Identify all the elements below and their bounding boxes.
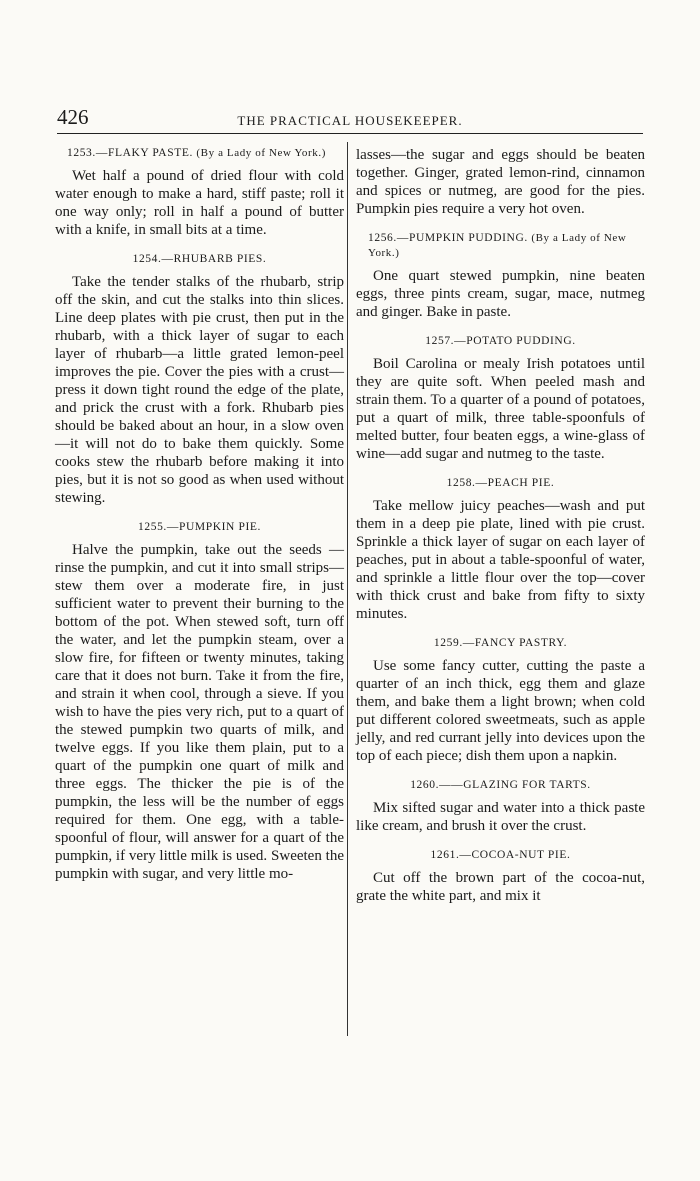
header-rule [57,133,643,134]
recipe-heading-1256 [356,231,645,261]
recipe-byline: (By a Lady of New York.) [368,232,627,259]
recipe-heading-1255: 1255.—PUMPKIN PIE. [138,521,261,533]
recipe-text-1259: Use some fancy cutter, cutting the paste a quarter of an inch thick, egg them and glaze them, and bake them a light brown; when cold put different colored sweetmeats, such as apple jelly, and red currant jelly into devices upon the top of each piece; dish them upon a napkin. [356,658,645,764]
recipe-heading-1257: 1257.—POTATO PUDDING. [425,335,576,347]
recipe-byline: (By a Lady of New York.) [196,147,326,159]
recipe-title: 1253.—FLAKY PASTE. [67,147,193,159]
recipe-heading-1258: 1258.—PEACH PIE. [446,477,555,489]
recipe-text-1254: Take the tender stalks of the rhubarb, strip off the skin, and cut the stalks into thin slices. Line deep plates with pie crust, then put in the rhubarb, with a thick layer of sugar to each layer of rhubarb—a little grated lemon-peel improves the pie. Cover the pies with a crust—press it down tight round the edge of the plate, and prick the crust with a fork. Rhubarb pies should be baked about an hour, in a slow oven—it will not do to bake them quickly. Some cooks stew the rhubarb before making it into pies, but it is not so good as when used without stewing. [55,274,344,506]
recipe-heading-1259: 1259.—FANCY PASTRY. [433,637,568,649]
right-column [356,146,645,918]
page-number: 426 [57,105,89,129]
running-head: THE PRACTICAL HOUSEKEEPER. [237,113,463,128]
recipe-heading-1253 [55,146,344,161]
recipe-title: 1256.—PUMPKIN PUDDING. [368,232,528,244]
recipe-text-1253: Wet half a pound of dried flour with cold water enough to make a hard, stiff paste; roll it one way only; roll in half a pound of butter with a knife, in small bits at a time. [55,168,344,238]
left-column [55,146,344,896]
page-header [57,104,643,134]
column-divider [347,142,348,1036]
recipe-text-1255: Halve the pumpkin, take out the seeds —rinse the pumpkin, and cut it into small strips—stew them over a moderate fire, in just sufficient water to prevent their burning to the bottom of the pot. When stewed soft, turn off the water, and let the pumpkin steam, over a slow fire, for fifteen or twenty minutes, taking care that it does not burn. Take it from the fire, and strain it when cool, through a sieve. If you wish to have the pies very rich, put to a quart of the stewed pumpkin two quarts of milk, and twelve eggs. If you like them plain, put to a quart of the pumpkin one quart of milk and three eggs. The thicker the pie is of the pumpkin, the less will be the number of eggs required for them. One egg, with a table-spoonful of flour, will answer for a quart of the pumpkin, if very little milk is used. Sweeten the pumpkin with sugar, and very little mo- [55,542,344,882]
recipe-text-1260: Mix sifted sugar and water into a thick paste like cream, and brush it over the crust. [356,800,645,834]
recipe-text-1257: Boil Carolina or mealy Irish potatoes until they are quite soft. When peeled mash and strain them. To a quarter of a pound of potatoes, put a quart of milk, three table-spoonfuls of melted butter, four beaten eggs, a wine-glass of wine—add sugar and nutmeg to the taste. [356,356,645,462]
recipe-text-1255-continued: lasses—the sugar and eggs should be beaten together. Ginger, grated lemon-rind, cinnamon and spices or nutmeg, are good for the pies. Pumpkin pies require a very hot oven. [356,147,645,217]
recipe-text-1258: Take mellow juicy peaches—wash and put them in a deep pie plate, lined with pie crust. Sprinkle a thick layer of sugar on each layer of peaches, put in about a table-spoonful of water, and sprinkle a little flour over the top—cover with thick crust and bake from fifty to sixty minutes. [356,498,645,622]
recipe-heading-1260: 1260.——GLAZING FOR TARTS. [410,779,591,791]
recipe-text-1261: Cut off the brown part of the cocoa-nut, grate the white part, and mix it [356,870,645,904]
recipe-text-1256: One quart stewed pumpkin, nine beaten eggs, three pints cream, sugar, mace, nutmeg and ginger. Bake in paste. [356,268,645,320]
recipe-heading-1254: 1254.—RHUBARB PIES. [132,253,267,265]
recipe-heading-1261: 1261.—COCOA-NUT PIE. [430,849,571,861]
